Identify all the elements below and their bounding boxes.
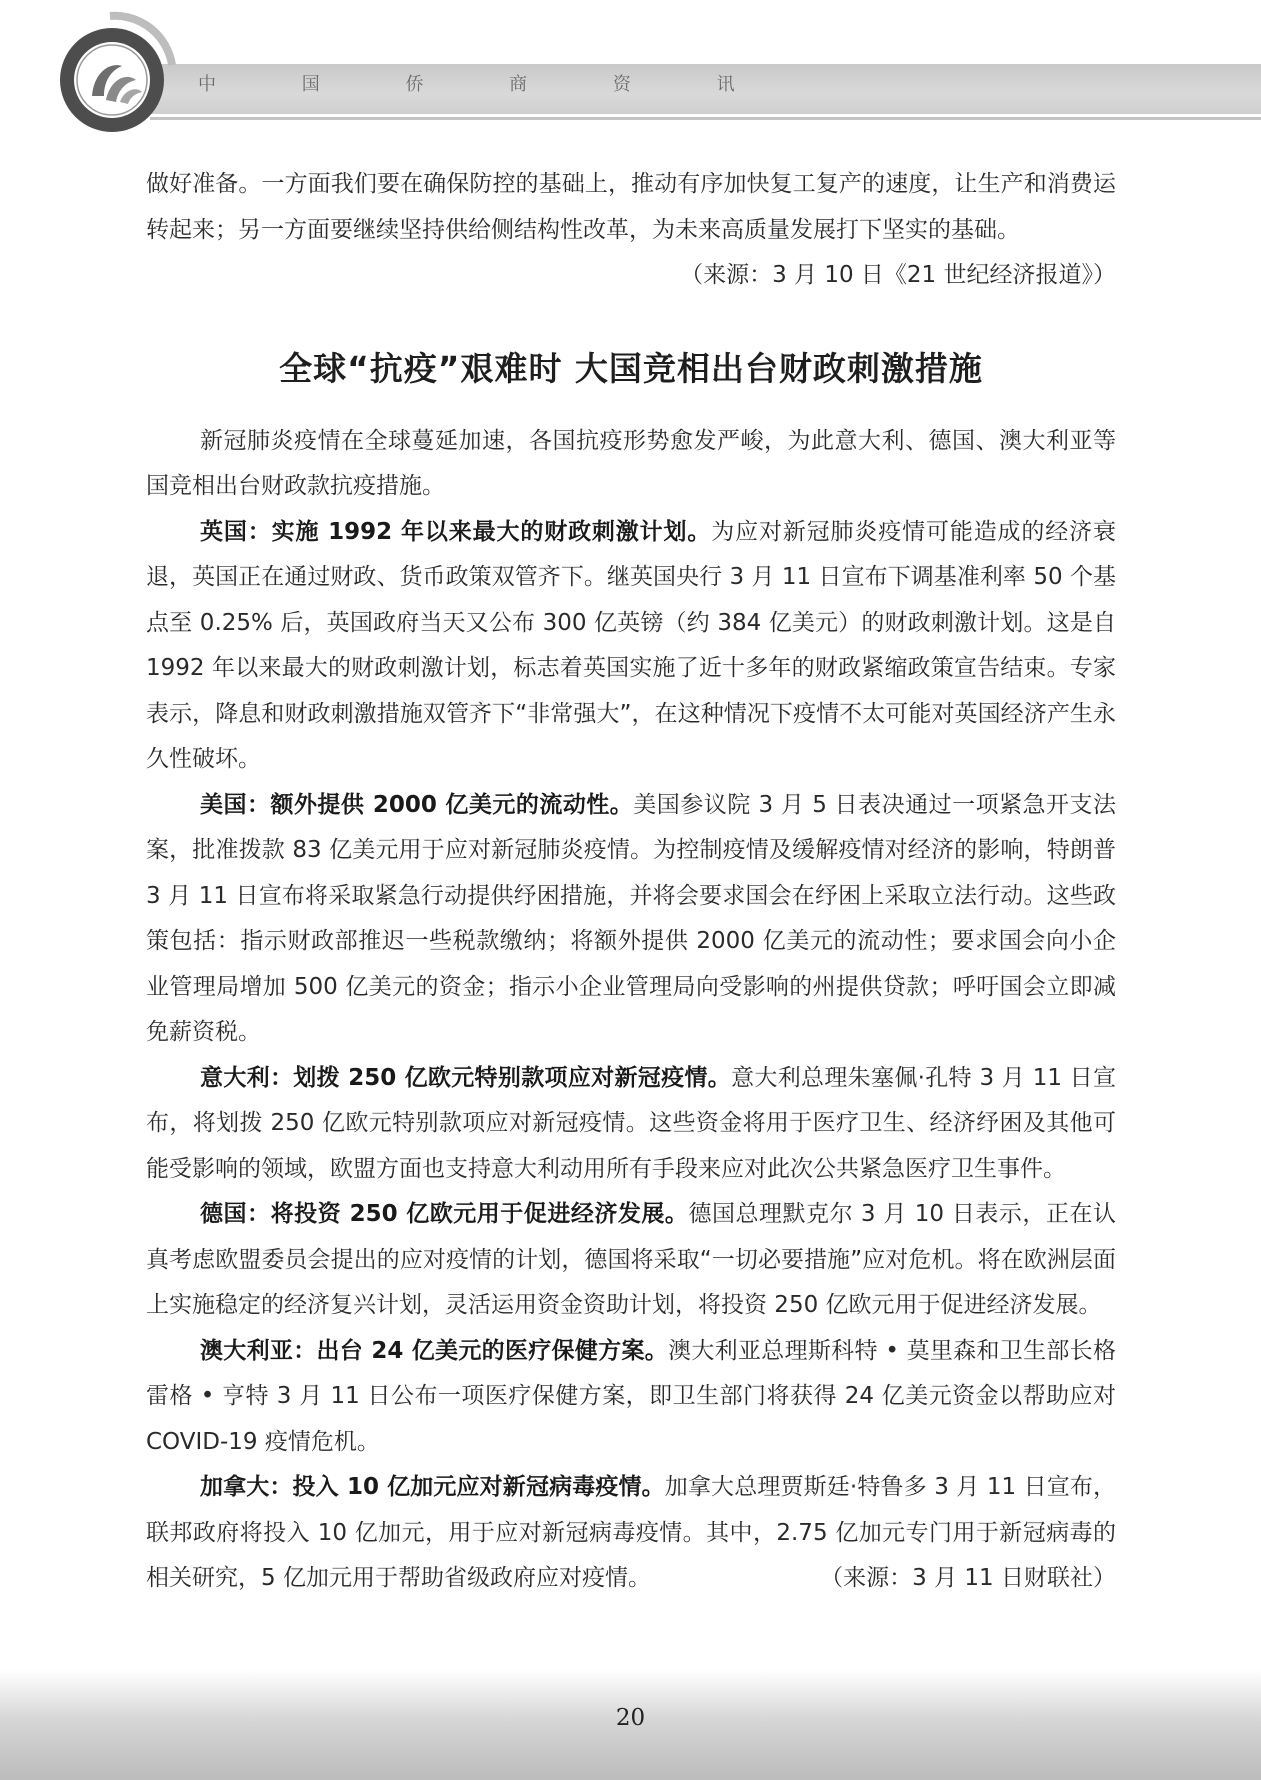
paragraph-canada: [146, 1465, 1116, 1602]
lead-uk: 英国：实施 1992 年以来最大的财政刺激计划。: [200, 518, 712, 545]
lead-germany: 德国：将投资 250 亿欧元用于促进经济发展。: [200, 1201, 689, 1227]
organization-logo: [50, 10, 180, 140]
page-number: 20: [615, 1705, 646, 1731]
article-source-citation: （来源：3 月 11 日财联社）: [820, 1565, 1116, 1591]
body-canada: 加拿大总理贾斯廷·特鲁多 3 月 11 日宣布，联邦政府将投入 10 亿加元，用于应对新冠病毒疫情。其中，2.75 亿加元专门用于新冠病毒的相关研究，5 亿加元用于帮助省级政府应对疫情。: [146, 1474, 1116, 1591]
paragraph-us: [146, 783, 1116, 1056]
article-body: [146, 162, 1116, 1602]
intro-paragraph: 新冠肺炎疫情在全球蔓延加速，各国抗疫形势愈发严峻，为此意大利、德国、澳大利亚等国竞相出台财政款抗疫措施。: [146, 427, 1116, 499]
paragraph-germany: [146, 1192, 1116, 1329]
header-rule: [150, 117, 1261, 120]
continued-paragraph: 做好准备。一方面我们要在确保防控的基础上，推动有序加快复工复产的速度，让生产和消费运转起来；另一方面要继续坚持供给侧结构性改革，为未来高质量发展打下坚实的基础。: [146, 171, 1116, 243]
body-italy: 意大利总理朱塞佩·孔特 3 月 11 日宣布，将划拨 250 亿欧元特别款项应对新冠疫情。这些资金将用于医疗卫生、经济纾困及其他可能受影响的领域，欧盟方面也支持意大利动用所有手段来应对此次公共紧急医疗卫生事件。: [146, 1064, 1116, 1182]
lead-australia: 澳大利亚：出台 24 亿美元的医疗保健方案。: [200, 1337, 669, 1364]
paragraph-uk: [146, 510, 1116, 783]
body-uk: 为应对新冠肺炎疫情可能造成的经济衰退，英国正在通过财政、货币政策双管齐下。继英国央行 3 月 11 日宣布下调基准利率 50 个基点至 0.25% 后，英国政府当天又公布 300 亿英镑（约 384 亿美元）的财政刺激计划。这是自 1992 年以来最大的财政刺激计划，标志着英国实施了近十多年的财政紧缩政策宣告结束。专家表示，降息和财政刺激措施双管齐下“非常强大”，在这种情况下疫情不太可能对英国经济产生永久性破坏。: [146, 518, 1116, 772]
logo-inner-disc: [74, 42, 150, 118]
article-title: 全球“抗疫”艰难时 大国竞相出台财政刺激措施: [279, 348, 983, 388]
lead-us: 美国：额外提供 2000 亿美元的流动性。: [200, 791, 634, 818]
body-australia: 澳大利亚总理斯科特 • 莫里森和卫生部长格雷格 • 亨特 3 月 11 日公布一项医疗保健方案，即卫生部门将获得 24 亿美元资金以帮助应对 COVID-19 疫情危机。: [146, 1337, 1116, 1455]
lead-italy: 意大利：划拨 250 亿欧元特别款项应对新冠疫情。: [200, 1064, 732, 1091]
body-germany: 德国总理默克尔 3 月 10 日表示，正在认真考虑欧盟委员会提出的应对疫情的计划，德国将采取“一切必要措施”应对危机。将在欧洲层面上实施稳定的经济复兴计划，灵活运用资金资助计划，将投资 250 亿欧元用于促进经济发展。: [146, 1201, 1116, 1318]
lead-canada: 加拿大：投入 10 亿加元应对新冠病毒疫情。: [200, 1474, 665, 1500]
body-us: 美国参议院 3 月 5 日表决通过一项紧急开支法案，批准拨款 83 亿美元用于应对新冠肺炎疫情。为控制疫情及缓解疫情对经济的影响，特朗普 3 月 11 日宣布将采取紧急行动提供纾困措施，并将会要求国会在纾困上采取立法行动。这些政策包括：指示财政部推迟一些税款缴纳；将额外提供 2000 亿美元的流动性；要求国会向小企业管理局增加 500 亿美元的资金；指示小企业管理局向受影响的州提供贷款；呼吁国会立即减免薪资税。: [146, 791, 1117, 1045]
paragraph-australia: [146, 1329, 1116, 1466]
running-header-title: 中 国 侨 商 资 讯: [198, 74, 775, 95]
previous-source-citation: （来源：3 月 10 日《21 世纪经济报道》）: [680, 262, 1116, 288]
paragraph-italy: [146, 1056, 1116, 1193]
